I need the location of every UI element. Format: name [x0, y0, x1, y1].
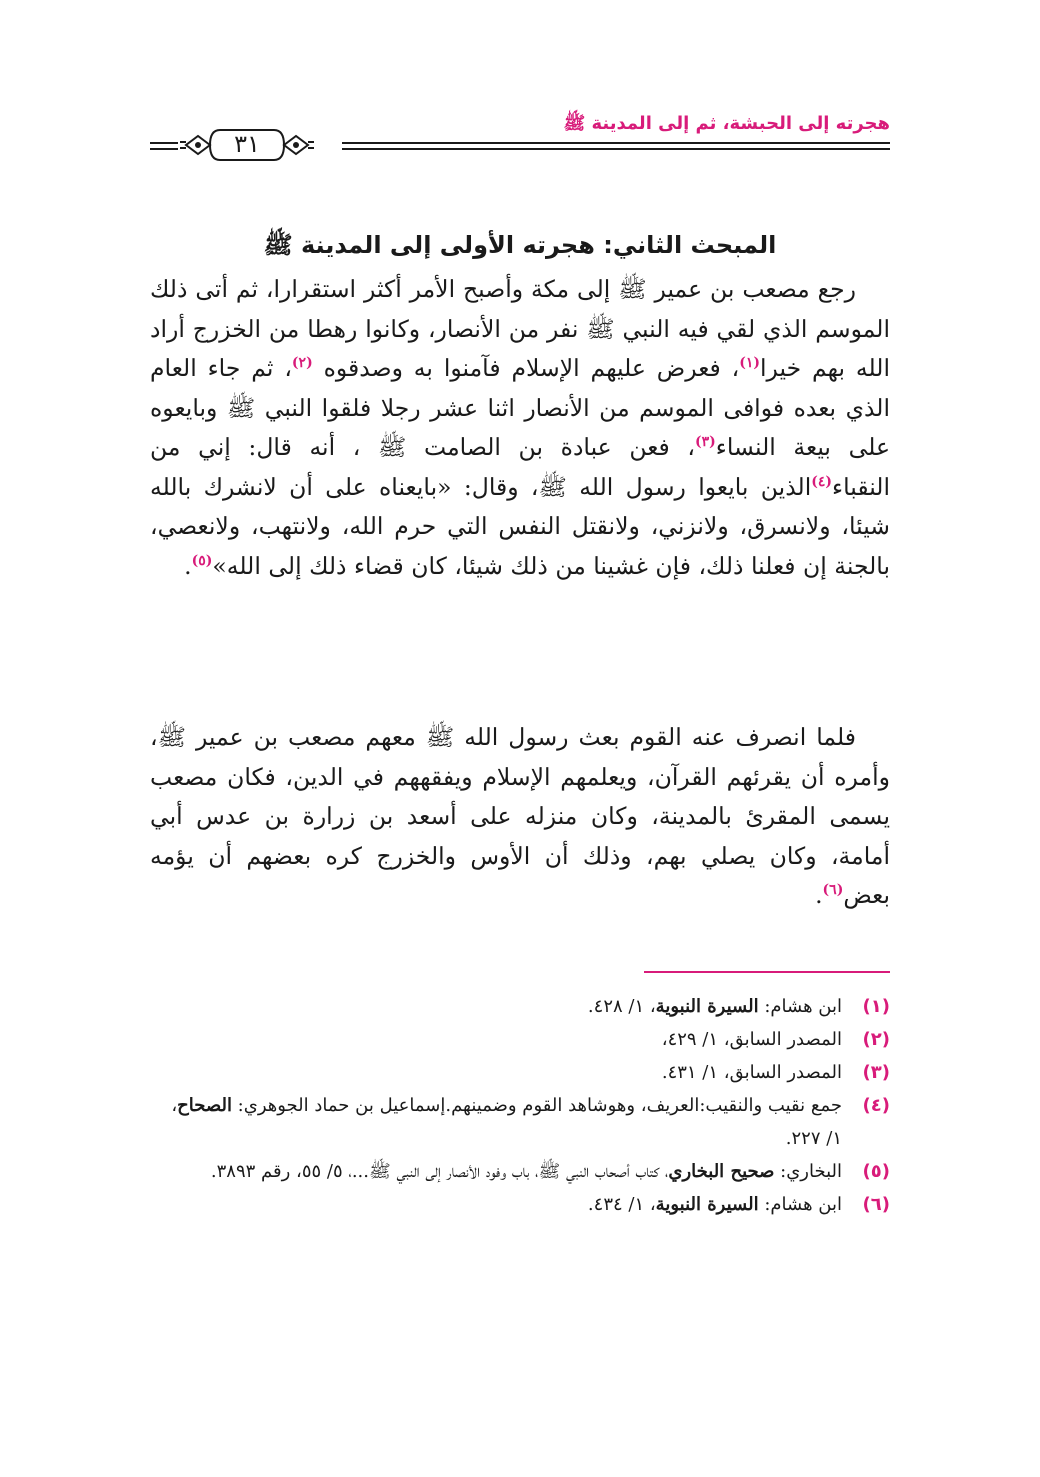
footnote-item [150, 990, 890, 1023]
footnote-reference[interactable]: (٥) [191, 552, 213, 569]
text-run: ابن هشام: [758, 996, 842, 1017]
header-rule [342, 142, 890, 144]
text-run: . [184, 551, 192, 580]
text-run: فلما انصرف عنه القوم بعث رسول الله ﷺ معهم مصعب بن عمير ﷺ، وأمره أن يقرئهم القرآن، ويعلمهم الإسلام ويفقههم في الدين، فكان مصعب يسمى المقرئ بالمدينة، وكان منزله على أسعد بن زرارة بن عدس أبي أمامة، وكان يصلي بهم، وذلك أن الأوس والخزرج كره بعضهم أن يؤمه بعض [150, 723, 890, 909]
body-paragraph [150, 718, 890, 916]
text-run: ، ١/ ٢٢٧. [171, 1095, 842, 1149]
footnote-item [150, 1023, 890, 1056]
footnote-reference[interactable]: (٦) [822, 882, 844, 899]
source-title: السيرة النبوية [655, 1194, 759, 1215]
text-run: ، كتاب أصحاب النبي ﷺ، باب وفود الأنصار إلى النبي ﷺ...، ٥/ ٥٥، رقم ٣٨٩٣. [210, 1161, 669, 1182]
footnote-number: (٥) [862, 1161, 890, 1182]
footnote-number: (١) [862, 996, 890, 1017]
text-run: ، ١/ ٤٢٨. [587, 996, 656, 1017]
section-title: المبحث الثاني: هجرته الأولى إلى المدينة ﷺ [263, 230, 777, 259]
header-rule [342, 148, 890, 150]
footnote-item [150, 1188, 890, 1221]
footnote-reference[interactable]: (٢) [291, 355, 313, 372]
source-title: الصحاح [177, 1095, 232, 1116]
text-run: ، فعن عبادة بن الصامت ﷺ ، أنه قال: إني من النقباء [150, 433, 890, 501]
footnotes-list [150, 990, 890, 1221]
text-run: ، ١/ ٤٣٤. [587, 1194, 656, 1215]
text-run: جمع نقيب والنقيب:العريف، وهوشاهد القوم وضمينهم.إسماعيل بن حماد الجوهري: [231, 1095, 842, 1116]
text-run: رجع مصعب بن عمير ﷺ إلى مكة وأصبح الأمر أكثر استقرارا، ثم أتى ذلك الموسم الذي لقي فيه النبي ﷺ نفر من الأنصار، وكانوا رهطا من الخزرج أراد الله بهم خيرا [150, 275, 890, 382]
footnote-item [150, 1089, 890, 1155]
footnote-number: (٤) [862, 1095, 890, 1116]
source-title: السيرة النبوية [655, 996, 759, 1017]
footnote-separator [644, 971, 890, 973]
header-rule [150, 142, 178, 144]
page-number-ornament [180, 126, 314, 164]
source-title: صحيح البخاري [668, 1161, 775, 1182]
footnote-reference[interactable]: (٣) [695, 434, 716, 451]
running-head-title: هجرته إلى الحبشة، ثم إلى المدينة ﷺ [563, 113, 890, 134]
page-number: ٣١ [234, 130, 260, 158]
text-run: المصدر السابق، ١/ ٤٣١. [661, 1062, 842, 1083]
paragraph-text [150, 718, 890, 916]
footnote-reference[interactable]: (١) [739, 355, 761, 372]
footnote-item [150, 1056, 890, 1089]
footnote-item [150, 1155, 890, 1188]
text-run: . [815, 881, 823, 909]
paragraph-text [150, 270, 890, 586]
text-run: ابن هشام: [758, 1194, 842, 1215]
text-run: البخاري: [774, 1161, 842, 1182]
page-header [150, 108, 890, 156]
footnote-number: (٢) [862, 1029, 890, 1050]
text-run: ، فعرض عليهم الإسلام فآمنوا به وصدقوه [312, 354, 740, 382]
text-run: الذين بايعوا رسول الله ﷺ، وقال: «بايعناه على أن لانشرك بالله شيئا، ولانسرق، ولانزني، ولانقتل النفس التي حرم الله، ولانتهب، ولانعصي، بالجنة إن فعلنا ذلك، فإن غشينا من ذلك شيئا، كان قضاء ذلك إلى الله» [150, 472, 890, 580]
body-paragraph [150, 270, 890, 586]
footnote-reference[interactable]: (٤) [811, 473, 833, 490]
header-rule [150, 148, 178, 150]
footnote-number: (٣) [862, 1062, 890, 1083]
text-run: ، ثم جاء العام الذي بعده فوافى الموسم من الأنصار اثنا عشر رجلا فلقوا النبي ﷺ وبايعوه على بيعة النساء [150, 354, 890, 461]
text-run: المصدر السابق، ١/ ٤٢٩، [661, 1029, 842, 1050]
footnote-number: (٦) [862, 1194, 890, 1215]
